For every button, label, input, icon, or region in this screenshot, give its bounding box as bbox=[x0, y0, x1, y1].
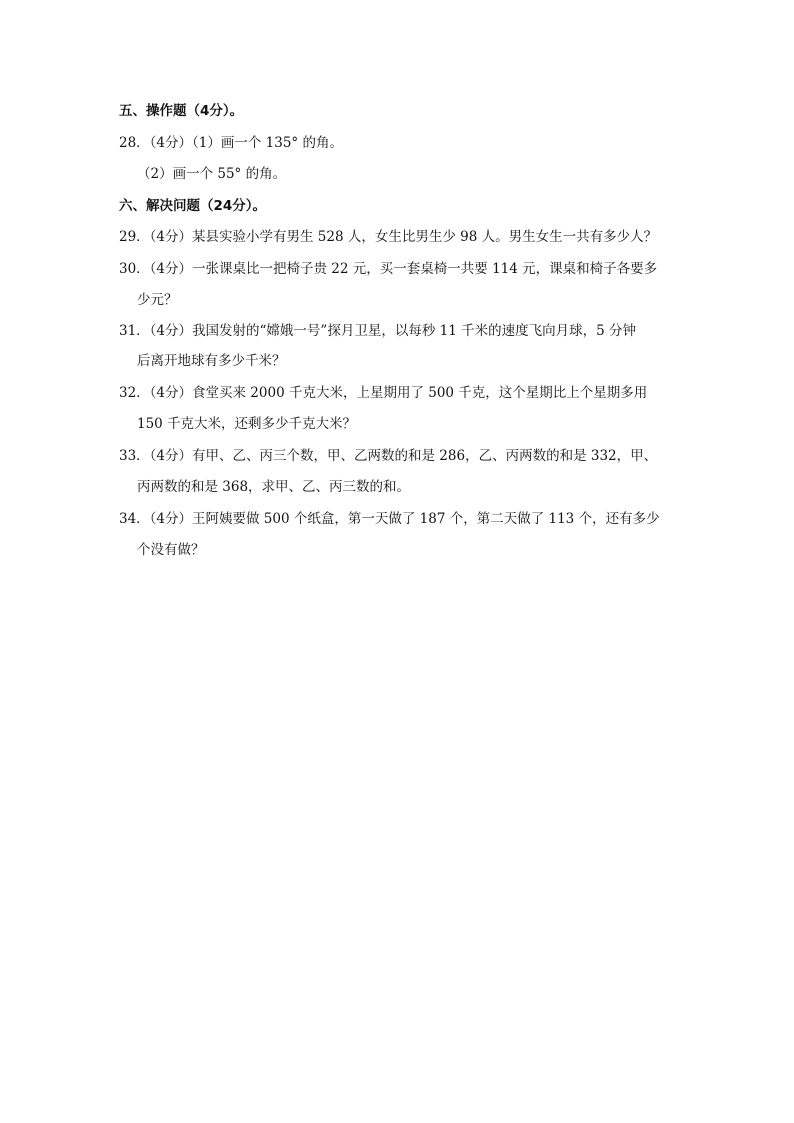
question-32-line-2: 150 千克大米，还剩多少千克大米？ bbox=[137, 416, 357, 432]
question-29-line-1: 29．（4分）某县实验小学有男生 528 人，女生比男生少 98 人。男生女生一共有多少人？ bbox=[119, 229, 658, 245]
question-28-line-2: （2）画一个 55° 的角。 bbox=[137, 166, 287, 182]
question-33-line-2: 丙两数的和是 368，求甲、乙、丙三数的和。 bbox=[137, 479, 411, 495]
question-34-line-1: 34．（4分）王阿姨要做 500 个纸盒，第一天做了 187 个，第二天做了 113 个，还有多少 bbox=[119, 511, 660, 527]
question-34-line-2: 个没有做？ bbox=[137, 542, 205, 558]
section-heading-operation: 五、操作题（4分）。 bbox=[119, 103, 244, 119]
question-30-line-2: 少元？ bbox=[137, 292, 178, 308]
question-28-line-1: 28．（4分）（1）画一个 135° 的角。 bbox=[119, 135, 343, 151]
question-33-line-1: 33．（4分）有甲、乙、丙三个数，甲、乙两数的和是 286，乙、丙两数的和是 332，甲、 bbox=[119, 448, 658, 464]
question-30-line-1: 30．（4分）一张课桌比一把椅子贵 22 元，买一套桌椅一共要 114 元，课桌和椅子各要多 bbox=[119, 261, 658, 277]
section-heading-problem-solving: 六、解决问题（24分）。 bbox=[119, 198, 267, 214]
question-31-line-1: 31．（4分）我国发射的“嫦娥一号”探月卫星，以每秒 11 千米的速度飞向月球，5 分钟 bbox=[119, 323, 636, 339]
question-31-line-2: 后离开地球有多少千米？ bbox=[137, 353, 286, 369]
question-32-line-1: 32．（4分）食堂买来 2000 千克大米，上星期用了 500 千克，这个星期比上个星期多用 bbox=[119, 385, 648, 401]
